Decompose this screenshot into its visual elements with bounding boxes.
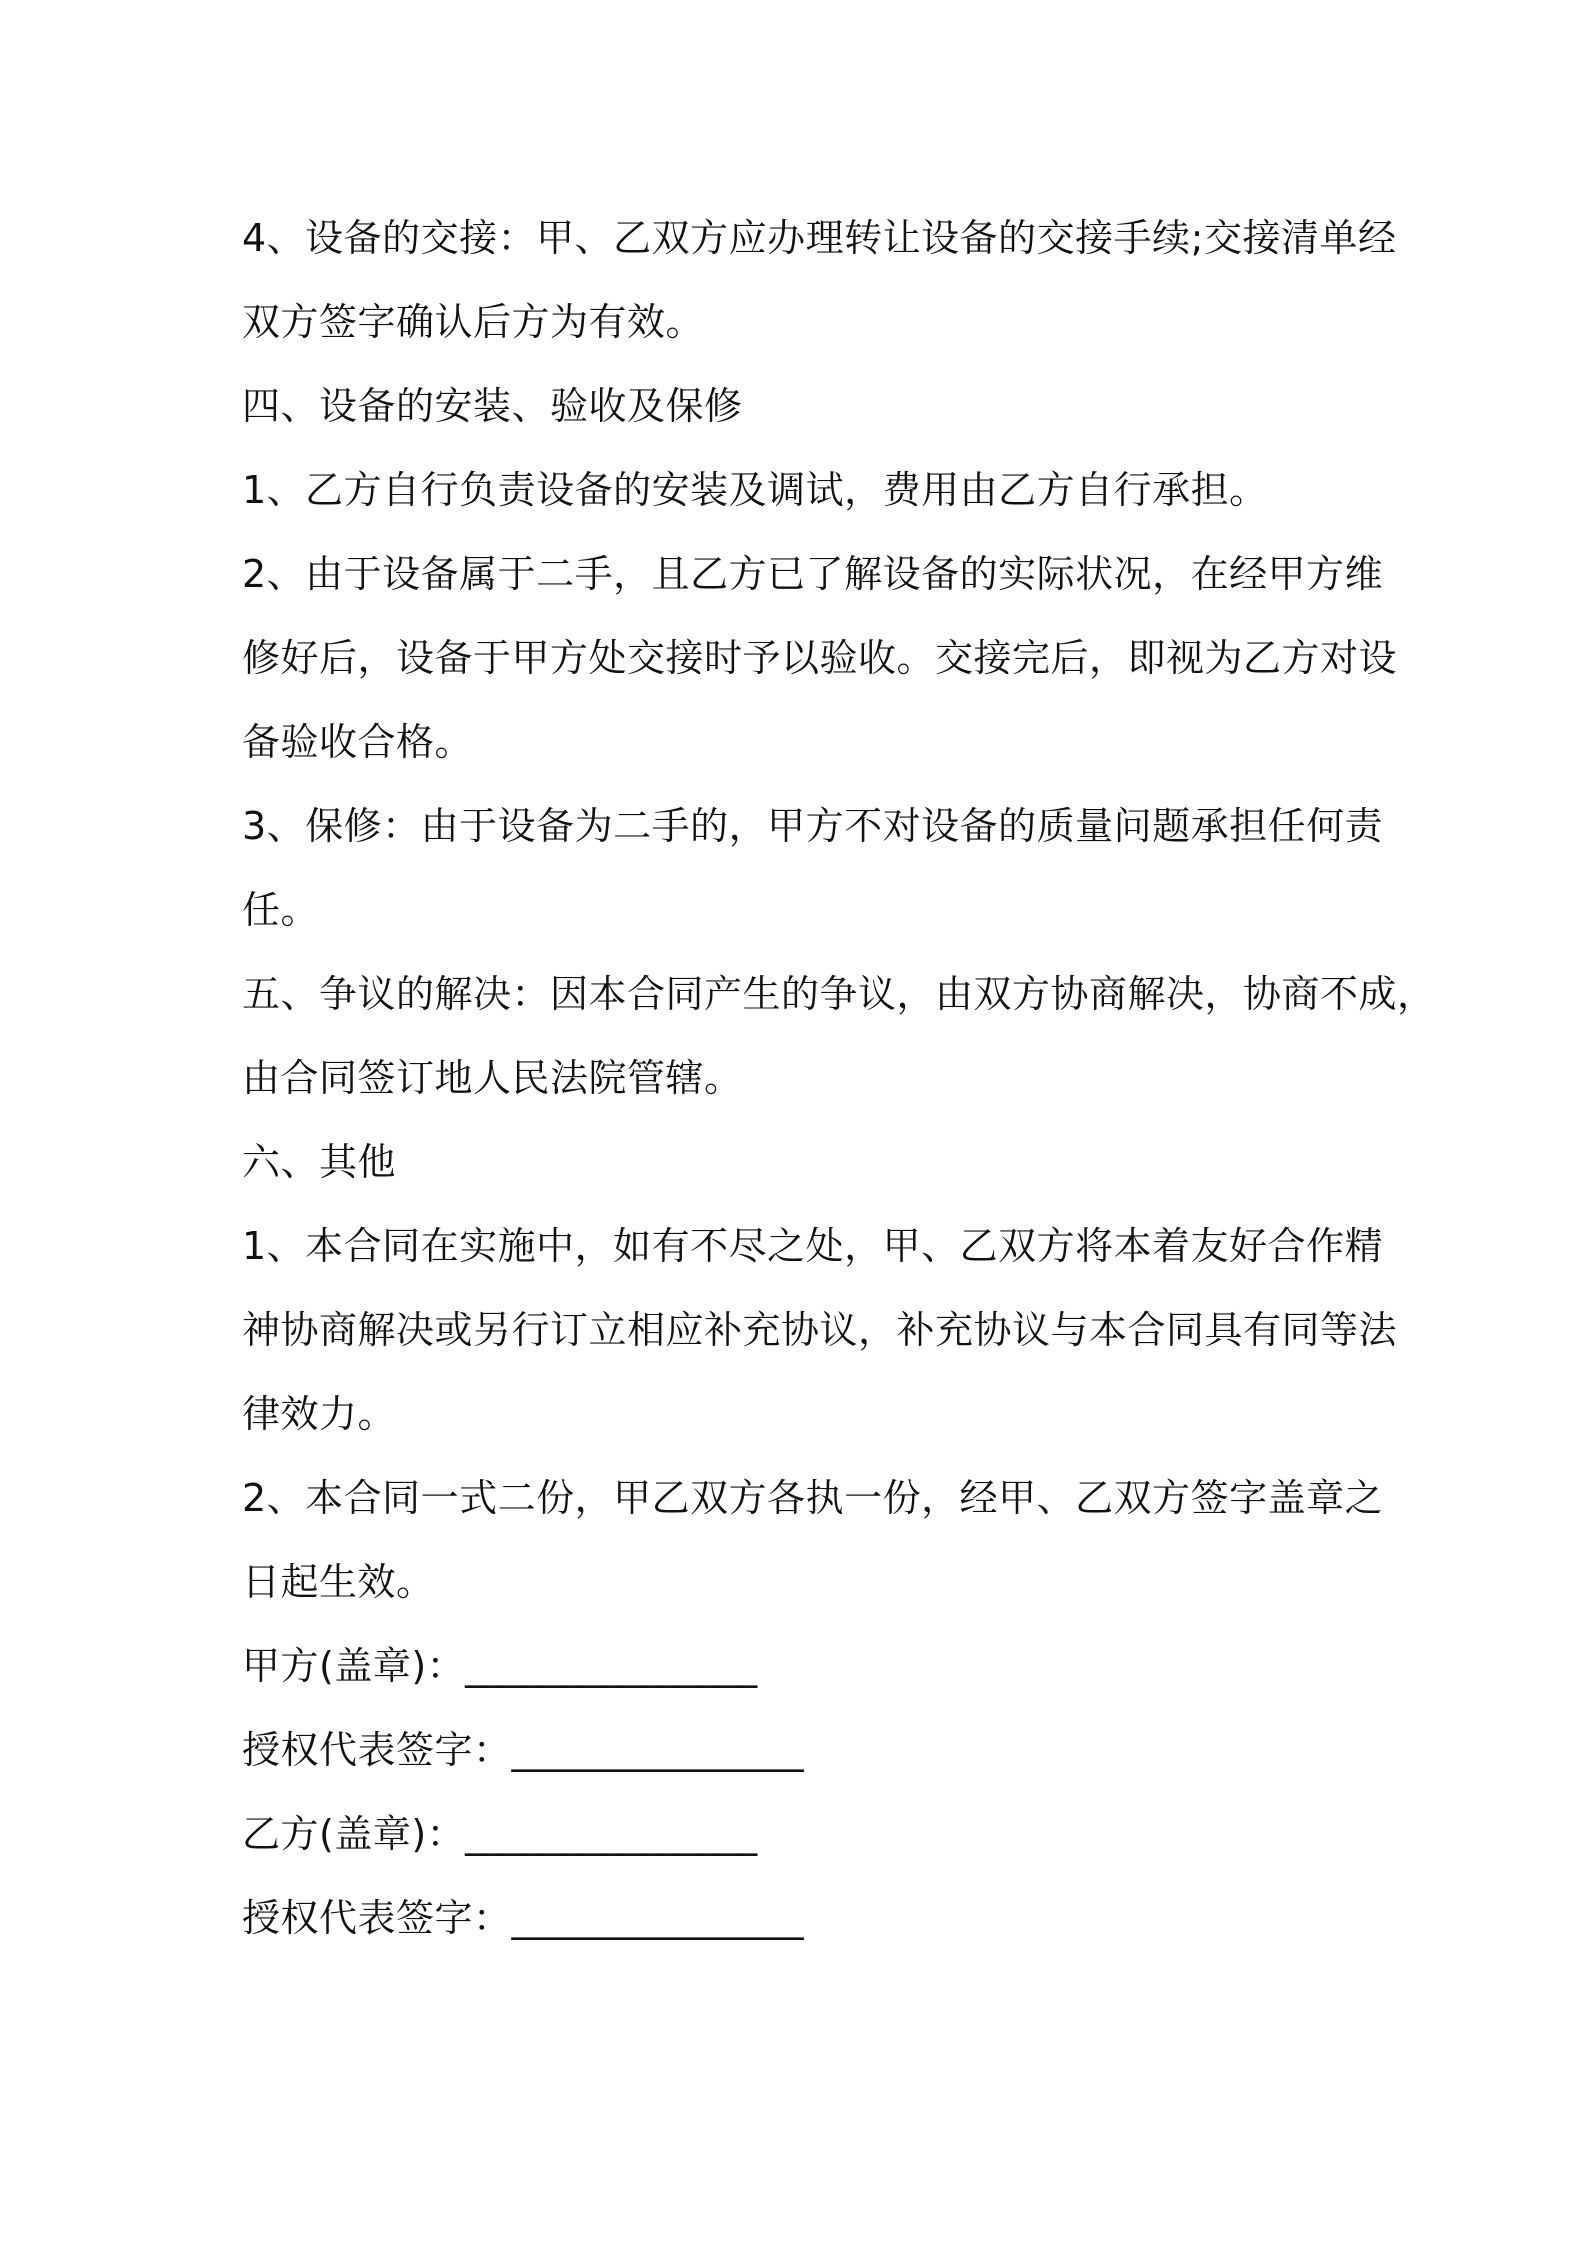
party-a-seal-line: 甲方(盖章)：_______________ [242, 1644, 758, 1688]
party-b-seal-line: 乙方(盖章)：_______________ [242, 1812, 758, 1856]
party-b-representative-signature-line: 授权代表签字：_______________ [242, 1896, 805, 1940]
section-6-clause-1-line-2: 神协商解决或另行订立相应补充协议，补充协议与本合同具有同等法 [242, 1308, 1398, 1352]
party-a-representative-signature-line: 授权代表签字：_______________ [242, 1728, 805, 1772]
section-4-clause-2-line-1: 2、由于设备属于二手，且乙方已了解设备的实际状况，在经甲方维 [242, 552, 1384, 596]
section-4-clause-2-line-2: 修好后，设备于甲方处交接时予以验收。交接完后，即视为乙方对设 [242, 636, 1398, 680]
section-4-clause-3-line-1: 3、保修：由于设备为二手的，甲方不对设备的质量问题承担任何责 [242, 804, 1384, 848]
clause-4-line-2: 双方签字确认后方为有效。 [242, 300, 705, 344]
section-6-clause-1-line-3: 律效力。 [242, 1392, 397, 1436]
section-5-line-2: 由合同签订地人民法院管辖。 [242, 1056, 743, 1100]
section-6-clause-2-line-2: 日起生效。 [242, 1560, 435, 1604]
section-4-clause-2-line-3: 备验收合格。 [242, 720, 474, 764]
section-4-clause-3-line-2: 任。 [242, 888, 320, 932]
section-6-clause-2-line-1: 2、本合同一式二份，甲乙双方各执一份，经甲、乙双方签字盖章之 [242, 1476, 1384, 1520]
section-6-heading: 六、其他 [242, 1140, 397, 1184]
section-4-clause-1: 1、乙方自行负责设备的安装及调试，费用由乙方自行承担。 [242, 468, 1268, 512]
section-5-line-1: 五、争议的解决：因本合同产生的争议，由双方协商解决，协商不成， [242, 972, 1436, 1016]
section-4-heading: 四、设备的安装、验收及保修 [242, 384, 743, 428]
document-body [242, 196, 1436, 1960]
section-6-clause-1-line-1: 1、本合同在实施中，如有不尽之处，甲、乙双方将本着友好合作精 [242, 1224, 1384, 1268]
clause-4-line-1: 4、设备的交接：甲、乙双方应办理转让设备的交接手续;交接清单经 [242, 216, 1397, 260]
